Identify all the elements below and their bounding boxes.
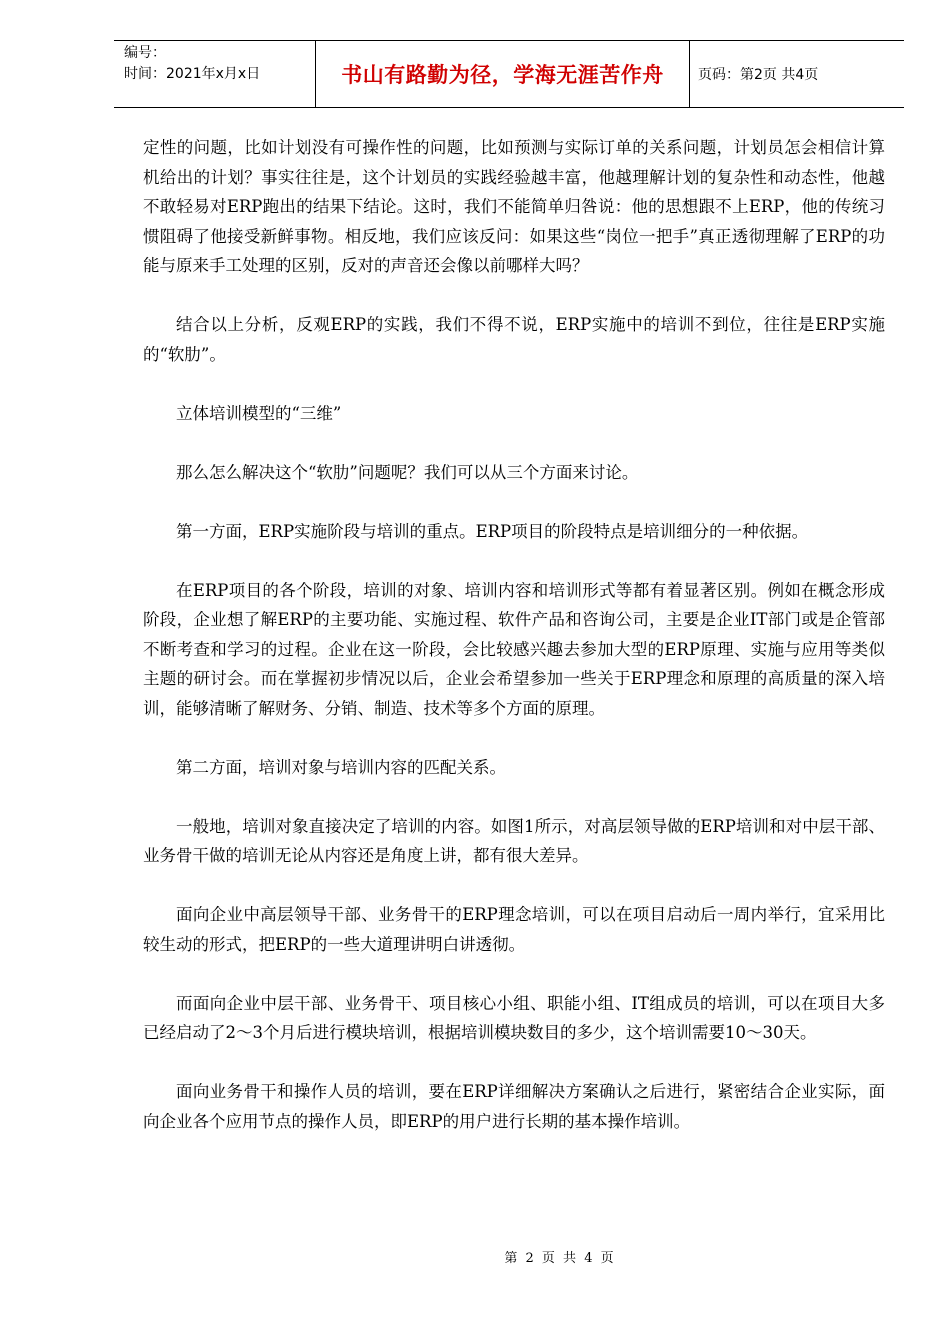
page-label: 页码：第2页 共4页: [698, 67, 819, 83]
paragraph: 面向企业中高层领导干部、业务骨干的ERP理念培训，可以在项目启动后一周内举行，宜采用比较生动的形式，把ERP的一些大道理讲明白讲透彻。: [143, 905, 885, 954]
time-label: 时间：2021年x月x日: [124, 66, 261, 82]
paragraph: 第一方面，ERP实施阶段与培训的重点。ERP项目的阶段特点是培训细分的一种依据。: [176, 521, 809, 541]
page-header: [114, 40, 904, 108]
paragraph: 第二方面，培训对象与培训内容的匹配关系。: [176, 757, 506, 777]
footer-page-number: 第 2 页 共 4 页: [504, 1251, 616, 1266]
header-motto: [316, 41, 690, 107]
header-page: [690, 41, 904, 107]
paragraph: 在ERP项目的各个阶段，培训的对象、培训内容和培训形式等都有着显著区别。例如在概念形成阶段，企业想了解ERP的主要功能、实施过程、软件产品和咨询公司，主要是企业IT部门或是企管部不断考查和学习的过程。企业在这一阶段，会比较感兴趣去参加大型的ERP原理、实施与应用等类似主题的研讨会。而在掌握初步情况以后，企业会希望参加一些关于ERP理念和原理的高质量的深入培训，能够清晰了解财务、分销、制造、技术等多个方面的原理。: [143, 580, 885, 718]
paragraph: 而面向企业中层干部、业务骨干、项目核心小组、职能小组、IT组成员的培训，可以在项目大多已经启动了2～3个月后进行模块培训，根据培训模块数目的多少，这个培训需要10～30天。: [143, 993, 885, 1042]
document-body: [143, 133, 885, 1166]
section-heading: 立体培训模型的“三维”: [176, 403, 342, 423]
paragraph: 结合以上分析，反观ERP的实践，我们不得不说，ERP实施中的培训不到位，往往是ERP实施的“软肋”。: [143, 315, 885, 364]
page-footer: [0, 1247, 950, 1266]
paragraph: 那么怎么解决这个“软肋”问题呢？我们可以从三个方面来讨论。: [176, 462, 639, 482]
paragraph: 一般地，培训对象直接决定了培训的内容。如图1所示，对高层领导做的ERP培训和对中层干部、业务骨干做的培训无论从内容还是角度上讲，都有很大差异。: [143, 816, 885, 865]
number-label: 编号：: [124, 45, 166, 61]
motto-text: 书山有路勤为径，学海无涯苦作舟: [341, 62, 664, 87]
header-meta: [114, 41, 316, 107]
paragraph: 面向业务骨干和操作人员的培训，要在ERP详细解决方案确认之后进行，紧密结合企业实际，面向企业各个应用节点的操作人员，即ERP的用户进行长期的基本操作培训。: [143, 1082, 885, 1131]
paragraph: 定性的问题，比如计划没有可操作性的问题，比如预测与实际订单的关系问题，计划员怎会相信计算机给出的计划？事实往往是，这个计划员的实践经验越丰富，他越理解计划的复杂性和动态性，他越不敢轻易对ERP跑出的结果下结论。这时，我们不能简单归咎说：他的思想跟不上ERP，他的传统习惯阻碍了他接受新鲜事物。相反地，我们应该反问：如果这些“岗位一把手”真正透彻理解了ERP的功能与原来手工处理的区别，反对的声音还会像以前哪样大吗？: [143, 138, 885, 275]
